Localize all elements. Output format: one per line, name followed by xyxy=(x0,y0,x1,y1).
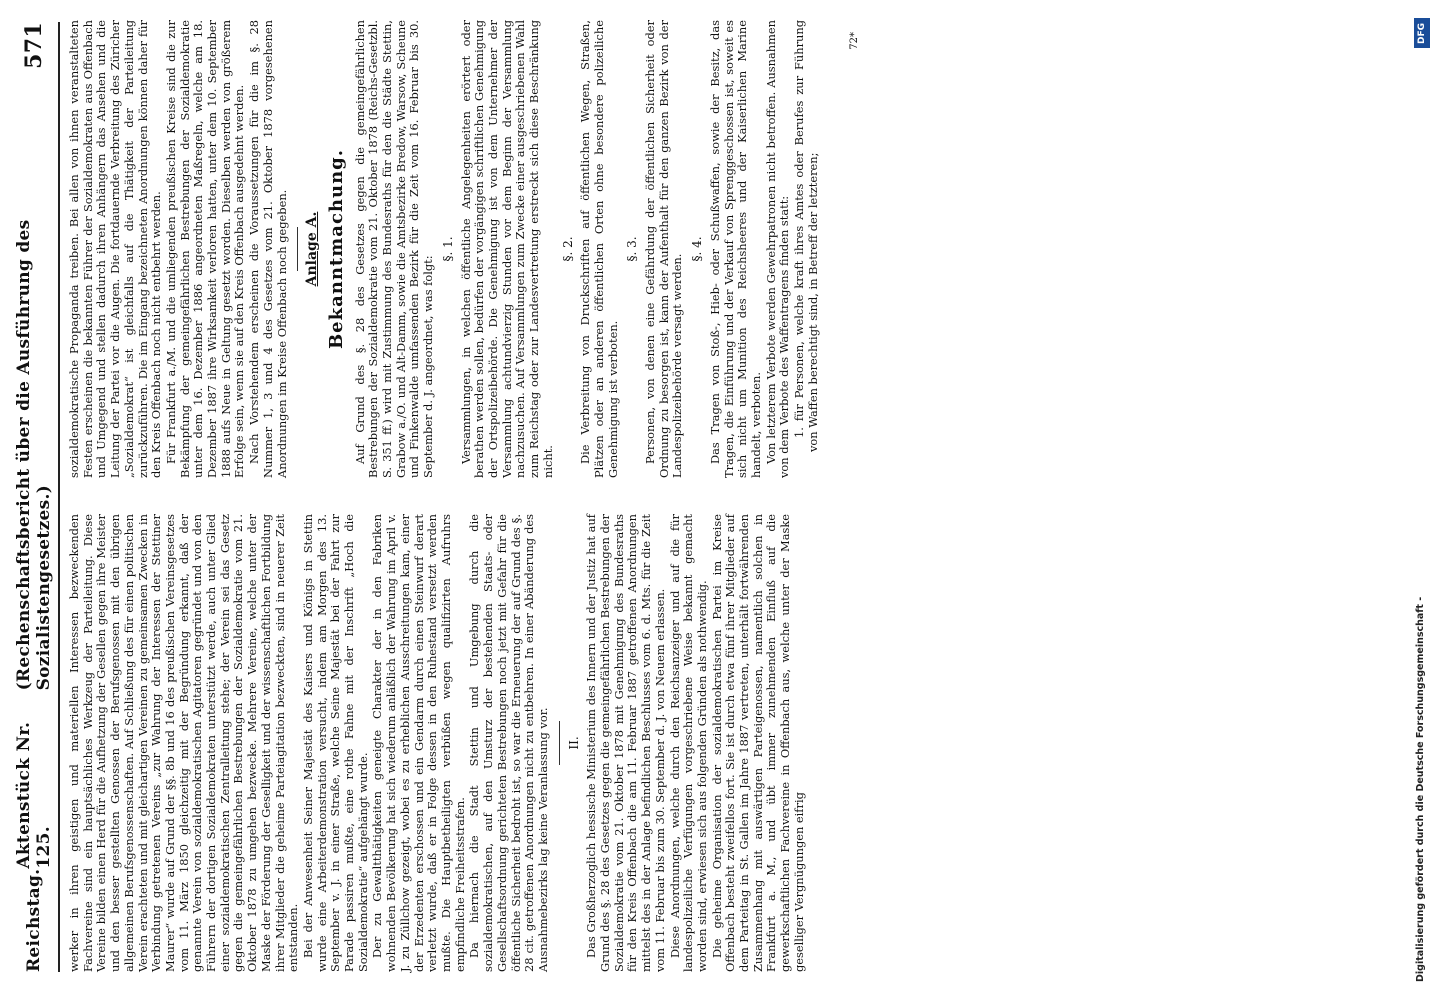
closing-paragraph: Von letzterem Verbote werden Gewehrpatronen nicht betroffen. Ausnahmen von dem Verbote des Waffentragens finden statt: xyxy=(763,20,792,478)
intro-paragraph: Auf Grund des §. 28 des Gesetzes gegen die gemeingefährlichen Bestrebungen der Sozialdemokratie vom 21. Oktober 1878 (Reichs-Gesetzbl. S. 351 ff.) wird mit Zustimmung des Bundesraths für den die Städte Stettin, Grabow a./O. und Alt-Damm, sowie die Amtsbezirke Bredow, Warsow, Scheune und Finkenwalde umfassenden Bezirk für die Zeit vom 16. Februar bis 30. September d. J. angeordnet, was folgt: xyxy=(352,20,436,478)
dfg-logo: DFG xyxy=(1414,18,1430,48)
section-divider xyxy=(297,227,298,271)
paragraph-number: §. 3. xyxy=(625,236,640,262)
anlage-title: Anlage A. xyxy=(304,211,321,287)
digitization-sidebar xyxy=(1412,0,1432,1000)
paragraph: Das Großherzoglich hessische Ministerium des Innern und der Justiz hat auf Grund des §. 28 des Gesetzes gegen die gemeingefährlichen Bestrebungen der Sozialdemokratie vom 21. Oktober 1878 mit Genehmigung des Bundesraths für den Kreis Offenbach die am 11. Februar 1887 getroffenen Anordnungen mittelst des in der Anlage befindlichen Beschlusses vom 6. d. Mts. für die Zeit vom 11. Februar bis zum 30. September d. J. von Neuem erlassen. xyxy=(584,514,667,972)
section-divider xyxy=(559,721,560,765)
paragraph: Für Frankfurt a./M. und die umliegenden preußischen Kreise sind die zur Bekämpfung der gemeingefährlichen Bestrebungen der Sozialdemokratie unter dem 16. Dezember 1886 angeordneten Maßregeln, welche am 18. Dezember 1887 ihre Wirksamkeit verloren hatten, unter dem 10. September 1888 aufs Neue in Geltung gesetzt worden. Dieselben werden von größerem Erfolge sein, wenn sie auf den Kreis Offenbach ausgedehnt werden. xyxy=(163,20,247,478)
bekanntmachung-title: Bekanntmachung. xyxy=(325,148,347,350)
section-text: Personen, von denen eine Gefährdung der öffentlichen Sicherheit oder Ordnung zu besorgen ist, kann der Aufenthalt für den ganzen Bezirk von der Landespolizeibehörde versagt werden. xyxy=(643,20,685,478)
paragraph: sozialdemokratische Propaganda treiben. Bei allen von ihnen veranstalteten Festen erscheinen die bekannten Führer der Sozialdemokraten aus Offenbach und Umgegend und stellen dadurch ihren Anhängern das Ansehen und die Leitung der Partei vor die Augen. Die fortdauernde Verbreitung des Züricher „Sozialdemokrat“ ist gleichfalls auf die Thätigkeit der Parteileitung zurückzuführen. Die im Eingang bezeichneten Anordnungen können daher für den Kreis Offenbach noch nicht entbehrt werden. xyxy=(67,20,164,478)
paragraph-number: §. 4. xyxy=(690,236,705,262)
list-item: 1. für Personen, welche kraft ihres Amtes oder Berufes zur Führung von Waffen berechtigt sind, in Betreff der letzteren; xyxy=(792,20,820,452)
paragraph-number: §. 1. xyxy=(440,236,455,262)
footnote-mark: 72* xyxy=(848,32,860,50)
digitization-note: Digitalisierung gefördert durch die Deutsche Forschungsgemeinschaft - xyxy=(1415,596,1426,982)
section-text: Versammlungen, in welchen öffentliche Angelegenheiten erörtert oder berathen werden sollen, bedürfen der vorgängigen schriftlichen Genehmigung der Ortspolizeibehörde. Die Genehmigung ist von dem Unternehmer der Versammlung achtundvierzig Stunden vor dem Beginn der Versammlung nachzusuchen. Auf Versammlungen zum Zwecke einer ausgeschriebenen Wahl zum Reichstag oder zur Landesvertretung erstreckt sich diese Beschränkung nicht. xyxy=(458,20,555,478)
paragraph: Der zu Gewaltthätigkeiten geneigte Charakter der in den Fabriken wohnenden Bevölkerung hat sich wiederum anläßlich der Wahrung im April v. J. zu Züllchow gezeigt, wobei es zu erheblichen Ausschreitungen kam, einer der Erzedenten erschossen und ein Gendarm durch einen Steinwurf derart verletzt wurde, daß er in Folge dessen in den Ruhestand versetzt werden mußte. Die Hauptbetheiligten verbüßen wegen qualifizirten Aufruhrs empfindliche Freiheitsstrafen. xyxy=(370,514,467,972)
paragraph: Bei der Anwesenheit Seiner Majestät des Kaisers und Königs in Stettin wurde eine Arbeiterdemonstration versucht, indem am Morgen des 13. September v. J. in einer Straße, welche Seine Majestät bei der Fahrt zur Parade passiren mußte, eine rothe Fahne mit der Inschrift „Hoch die Sozialdemokratie“ aufgehängt wurde. xyxy=(300,514,370,972)
page-number: 571 xyxy=(21,22,47,69)
paragraph: Die geheime Organisation der sozialdemokratischen Partei im Kreise Offenbach besteht zweifellos fort. Sie ist durch etwa fünf ihrer Mitglieder auf dem Parteitag in St. Gallen im Jahre 1887 vertreten, unterhält fortwährenden Zusammenhang mit auswärtigen Parteigenossen, namentlich solchen in Frankfurt a. M., und übt immer zunehmenden Einfluß auf die gewerkschaftlichen Fachvereine in Offenbach aus, welche unter der Maske geselliger Vergnügungen eifrig xyxy=(709,514,806,972)
paragraph: Nach Vorstehendem erscheinen die Voraussetzungen für die im §. 28 Nummer 1, 3 und 4 des Gesetzes vom 21. Oktober 1878 vorgesehenen Anordnungen im Kreise Offenbach noch gegeben. xyxy=(247,20,289,478)
page-header xyxy=(10,22,60,972)
header-center: Aktenstück Nr. 125. xyxy=(14,721,54,869)
section-text: Das Tragen von Stoß-, Hieb- oder Schußwaffen, sowie der Besitz, das Tragen, die Einführung und der Verkauf von Sprenggeschossen ist, soweit es sich nicht um Munition des Reichsheeres und der Kaiserlichen Marine handelt, verboten. xyxy=(707,20,763,478)
section-text: Die Verbreitung von Druckschriften auf öffentlichen Wegen, Straßen, Plätzen oder an anderen öffentlichen Orten ohne besondere polizeiliche Genehmigung ist verboten. xyxy=(578,20,620,478)
section-number: II. xyxy=(566,736,581,750)
header-left: Reichstag. xyxy=(24,868,44,972)
paragraph: Diese Anordnungen, welche durch den Reichsanzeiger und auf die für landespolizeiliche Verfügungen vorgeschriebene Weise bekannt gemacht worden sind, erwiesen sich aus folgenden Gründen als nothwendig. xyxy=(667,514,709,972)
right-column xyxy=(67,20,860,478)
paragraph: werker in ihren geistigen und materiellen Interessen bezweckenden Fachvereine sind ein hauptsächliches Werkzeug der Parteileitung. Diese Vereine bilden einen Herd für die Aufhetzung der Gesellen gegen ihre Meister und den besser gestellten Genossen der Berufsgenossen mit den übrigen allgemeinen Berufsgenossenschaften. Auf Schließung des für einen politischen Verein erachteten und mit gleichartigen Vereinen zu gemeinsamen Zwecken in Verbindung getretenen Vereins „zur Wahrung der Interessen der Stettiner Maurer“ wurde auf Grund der §§. 8b und 16 des preußischen Vereinsgesetzes vom 11. März 1850 gleichzeitig mit der Begründung erkannt, daß der genannte Verein von sozialdemokratischen Agitatoren gegründet und von den Führern der dortigen Sozialdemokraten unterstützt werde, auch unter Glied einer sozialdemokratischen Zentralleitung stehe; der Verein sei das Gesetz gegen die gemeingefährlichen Bestrebungen der Sozialdemokratie vom 21. Oktober 1878 zu umgehen bezwecke. Mehrere Vereine, welche unter der Maske der Förderung der Geselligkeit und der wissenschaftlichen Fortbildung ihrer Mitglieder die geheime Parteiagitation bezweckten, sind in neuerer Zeit entstanden. xyxy=(67,514,301,972)
paragraph: Da hiernach die Stadt Stettin und Umgebung durch die sozialdemokratischen, auf den Umsturz der bestehenden Staats- oder Gesellschaftsordnung gerichteten Bestrebungen noch jetzt mit Gefahr für die öffentliche Sicherheit bedroht ist, so war die Erneuerung der auf Grund des §. 28 cit. getroffenen Anordnungen nicht zu entbehren. In einer Abänderung des Ausnahmebezirks lag keine Veranlassung vor. xyxy=(467,514,550,972)
header-title: (Rechenschaftsbericht über die Ausführung des Sozialistengesetzes.) xyxy=(14,219,54,691)
left-column xyxy=(68,514,808,972)
paragraph-number: §. 2. xyxy=(560,236,575,262)
